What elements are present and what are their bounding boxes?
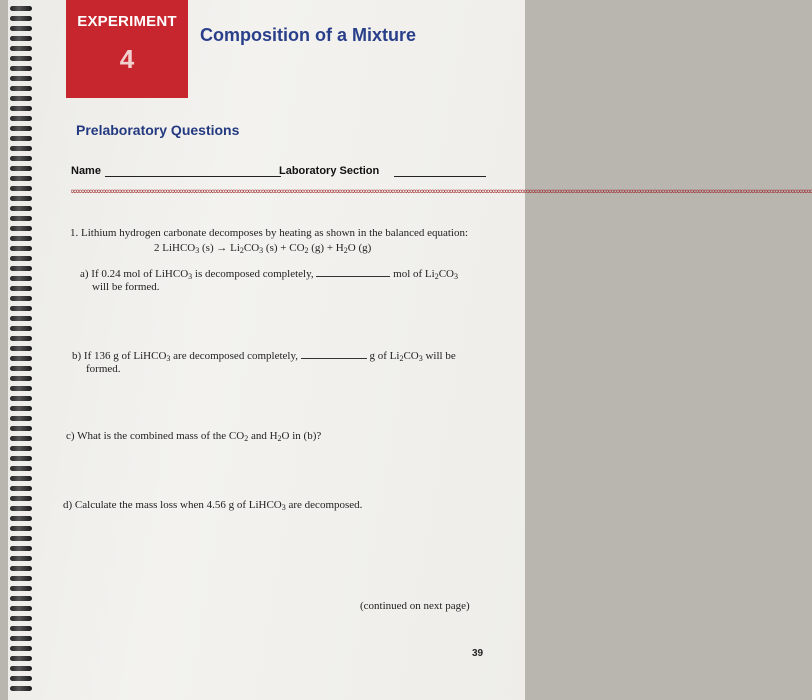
spiral-binding [8,0,34,700]
binding-coil [10,396,32,401]
binding-coil [10,516,32,521]
question-1d [63,499,362,512]
binding-coil [10,286,32,291]
binding-coil [10,336,32,341]
q1b-sub: 2 [399,354,404,363]
lab-section-field[interactable] [394,176,486,177]
eq-part: (s) + CO [263,242,305,254]
q1b-sub: 3 [418,354,423,363]
q1d-text: d) Calculate the mass loss when 4.56 g of LiHCO [63,499,282,511]
binding-coil [10,646,32,651]
eq-part: 2 LiHCO [154,242,196,254]
binding-coil [10,416,32,421]
binding-coil [10,316,32,321]
section-title: Prelaboratory Questions [76,122,240,138]
name-section-row [71,165,491,181]
binding-coil [10,116,32,121]
binding-coil [10,6,32,11]
binding-coil [10,346,32,351]
experiment-title: Composition of a Mixture [200,25,416,45]
q1c-sub: 2 [277,434,282,443]
q1a-text: is decomposed completely, [192,268,314,280]
binding-coil [10,236,32,241]
binding-coil [10,666,32,671]
binding-coil [10,26,32,31]
question-1c [66,430,321,443]
q1c-text: and H [248,430,278,442]
q1b-answer-blank[interactable] [301,358,367,359]
q1a-text: mol of Li [393,268,435,280]
binding-coil [10,566,32,571]
binding-coil [10,676,32,681]
eq-sub: 3 [259,246,264,255]
binding-coil [10,296,32,301]
binding-coil [10,186,32,191]
binding-coil [10,306,32,311]
binding-coil [10,436,32,441]
eq-sub: 2 [304,246,309,255]
question-1b [72,350,490,376]
binding-coil [10,196,32,201]
binding-coil [10,366,32,371]
binding-coil [10,276,32,281]
q1c-text: c) What is the combined mass of the CO [66,430,245,442]
binding-coil [10,46,32,51]
binding-coil [10,486,32,491]
q1a-text: CO [438,268,454,280]
binding-coil [10,386,32,391]
binding-coil [10,96,32,101]
binding-coil [10,156,32,161]
eq-sub: 2 [239,246,244,255]
eq-sub: 3 [195,246,200,255]
binding-coil [10,496,32,501]
binding-coil [10,506,32,511]
binding-coil [10,616,32,621]
experiment-banner [66,0,188,98]
q1a-sub: 2 [434,272,439,281]
question-1a [80,268,490,294]
binding-coil [10,226,32,231]
eq-part: CO [243,242,260,254]
question-1-intro: 1. Lithium hydrogen carbonate decomposes by heating as shown in the balanced equation: [70,227,469,239]
q1d-text: are decomposed. [285,499,363,511]
binding-coil [10,536,32,541]
binding-coil [10,556,32,561]
binding-coil [10,636,32,641]
workbook-page [8,0,812,700]
binding-coil [10,656,32,661]
balanced-equation [154,242,371,254]
binding-coil [10,626,32,631]
binding-coil [10,56,32,61]
binding-coil [10,106,32,111]
binding-coil [10,206,32,211]
binding-coil [10,216,32,221]
binding-coil [10,586,32,591]
binding-coil [10,426,32,431]
q1a-answer-blank[interactable] [316,276,390,277]
binding-coil [10,596,32,601]
experiment-number: 4 [119,44,135,74]
binding-coil [10,376,32,381]
q1b-text: b) If 136 g of LiHCO [72,350,167,362]
q1d-sub: 3 [281,503,286,512]
binding-coil [10,86,32,91]
binding-coil [10,176,32,181]
q1b-text-line2: formed. [86,363,121,375]
q1a-text: a) If 0.24 mol of LiHCO [80,268,189,280]
eq-part: O (g) [347,242,372,254]
binding-coil [10,136,32,141]
binding-coil [10,266,32,271]
binding-coil [10,126,32,131]
binding-coil [10,66,32,71]
q1a-text-line2: will be formed. [92,281,160,293]
binding-coil [10,16,32,21]
binding-coil [10,526,32,531]
binding-coil [10,356,32,361]
name-label: Name [71,165,101,177]
binding-coil [10,476,32,481]
binding-coil [10,546,32,551]
binding-coil [10,256,32,261]
binding-coil [10,326,32,331]
eq-sub: 2 [343,246,348,255]
binding-coil [10,686,32,691]
q1c-text: O in (b)? [281,430,322,442]
lab-section-label: Laboratory Section [279,165,380,177]
experiment-label: EXPERIMENT [77,13,177,30]
binding-coil [10,576,32,581]
q1b-text: g of Li [369,350,400,362]
continued-note: (continued on next page) [360,600,470,612]
binding-coil [10,406,32,411]
eq-part: (s) → Li [199,242,240,254]
eq-part: (g) + H [308,242,344,254]
q1b-text: CO [403,350,419,362]
q1b-text: are decomposed completely, [170,350,298,362]
binding-coil [10,36,32,41]
binding-coil [10,246,32,251]
q1a-sub: 3 [188,272,193,281]
q1b-text: will be [422,350,456,362]
binding-coil [10,466,32,471]
binding-coil [10,606,32,611]
binding-coil [10,166,32,171]
binding-coil [10,456,32,461]
page-number: 39 [472,648,484,659]
binding-coil [10,446,32,451]
binding-coil [10,146,32,151]
q1a-sub: 3 [453,272,458,281]
q1b-sub: 3 [166,354,171,363]
name-field[interactable] [105,176,281,177]
decorative-chain-divider: ∞∞∞∞∞∞∞∞∞∞∞∞∞∞∞∞∞∞∞∞∞∞∞∞∞∞∞∞∞∞∞∞∞∞∞∞∞∞∞∞∞∞∞∞∞∞∞∞∞∞∞∞∞∞∞∞∞∞∞∞∞∞∞∞∞∞∞∞∞∞∞∞∞∞∞∞∞∞∞∞∞∞∞∞∞∞∞∞∞∞∞∞∞∞∞∞∞∞∞∞∞∞∞∞∞∞∞∞∞∞∞∞∞∞∞∞∞∞∞∞∞∞∞∞∞∞∞∞∞∞∞∞∞∞∞∞∞∞∞∞ [70,187,812,197]
binding-coil [10,76,32,81]
q1c-sub: 2 [244,434,249,443]
